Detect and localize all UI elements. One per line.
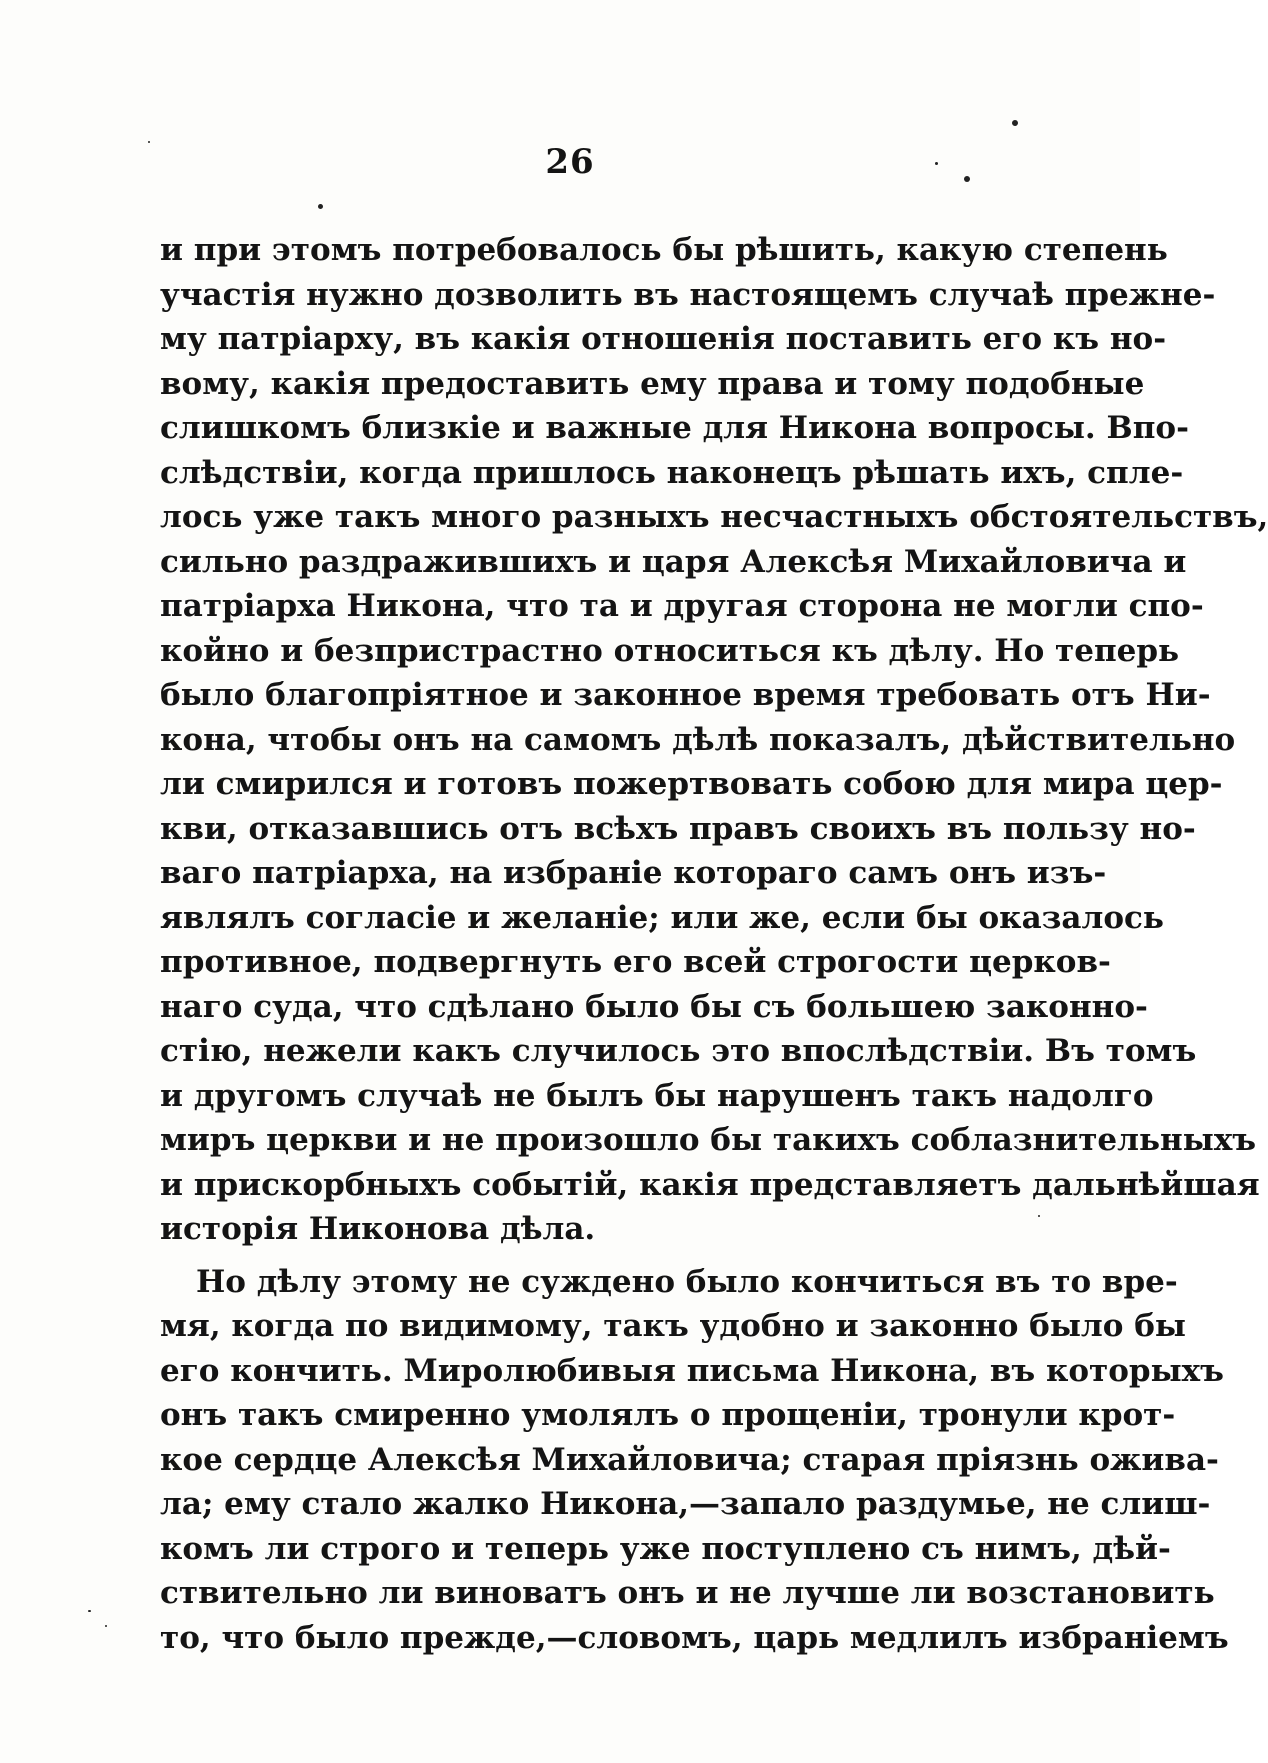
scan-speck: [1038, 1215, 1040, 1217]
text-line: вому, какія предоставить ему права и тому подобные: [160, 365, 1145, 402]
text-line: противное, подвергнуть его всей строгости церков-: [160, 944, 1111, 980]
text-line: миръ церкви и не произошло бы такихъ соблазнительныхъ: [160, 1122, 1257, 1158]
text-line: его кончить. Миролюбивыя письма Никона, въ которыхъ: [160, 1352, 1224, 1389]
text-line: слѣдствіи, когда пришлось наконецъ рѣшать ихъ, спле-: [160, 454, 1184, 491]
page-number: 26: [545, 142, 595, 182]
text-line: наго суда, что сдѣлано было бы съ большею законно-: [160, 988, 1148, 1025]
text-line: стію, нежели какъ случилось это впослѣдствіи. Въ томъ: [160, 1033, 1197, 1069]
paragraph-1: [160, 228, 1268, 1252]
text-line: мя, когда по видимому, такъ удобно и законно было бы: [160, 1308, 1186, 1344]
text-line: и прискорбныхъ событій, какія представляетъ дальнѣйшая: [160, 1166, 1260, 1203]
scan-speck: [88, 1610, 91, 1612]
text-line: комъ ли строго и теперь уже поступлено съ нимъ, дѣй-: [160, 1530, 1171, 1567]
text-line: ствительно ли виноватъ онъ и не лучше ли возстановить: [160, 1575, 1215, 1611]
text-line: и при этомъ потребовалось бы рѣшить, какую степень: [160, 232, 1168, 268]
text-line: патріарха Никона, что та и другая сторона не могли спо-: [160, 588, 1204, 624]
text-line: ваго патріарха, на избраніе котораго самъ онъ изъ-: [160, 855, 1107, 891]
text-line: слишкомъ близкіе и важные для Никона вопросы. Впо-: [160, 410, 1189, 446]
text-line: ла; ему стало жалко Никона,—запало раздумье, не слиш-: [160, 1486, 1211, 1522]
scan-speck: [1012, 120, 1018, 126]
text-line: исторія Никонова дѣла.: [160, 1211, 596, 1247]
text-line: было благопріятное и законное время требовать отъ Ни-: [160, 677, 1211, 713]
text-line: кви, отказавшись отъ всѣхъ правъ своихъ въ пользу но-: [160, 810, 1196, 847]
text-line: Но дѣлу этому не суждено было кончиться въ то вре-: [196, 1263, 1178, 1300]
paragraph-2: [160, 1260, 1229, 1661]
text-line: му патріарху, въ какія отношенія поставить его къ но-: [160, 321, 1167, 357]
text-line: кое сердце Алексѣя Михайловича; старая пріязнь ожива-: [160, 1441, 1219, 1478]
text-line: сильно раздражившихъ и царя Алексѣя Михайловича и: [160, 543, 1187, 580]
text-line: являлъ согласіе и желаніе; или же, если бы оказалось: [160, 899, 1164, 936]
text-line: кона, чтобы онъ на самомъ дѣлѣ показалъ, дѣйствительно: [160, 721, 1236, 758]
text-line: участія нужно дозволить въ настоящемъ случаѣ прежне-: [160, 276, 1216, 313]
scan-speck: [318, 204, 323, 209]
body-text: [160, 228, 1268, 1660]
text-line: и другомъ случаѣ не былъ бы нарушенъ такъ надолго: [160, 1077, 1154, 1114]
text-line: койно и безпристрастно относиться къ дѣлу. Но теперь: [160, 632, 1180, 669]
text-line: онъ такъ смиренно умолялъ о прощеніи, тронули крот-: [160, 1397, 1176, 1433]
scan-speck: [105, 1625, 107, 1627]
text-line: то, что было прежде,—словомъ, царь медлилъ избраніемъ: [160, 1619, 1229, 1656]
text-line: ли смирился и готовъ пожертвовать собою для мира цер-: [160, 766, 1223, 802]
text-line: лось уже такъ много разныхъ несчастныхъ обстоятельствъ,: [160, 499, 1268, 535]
